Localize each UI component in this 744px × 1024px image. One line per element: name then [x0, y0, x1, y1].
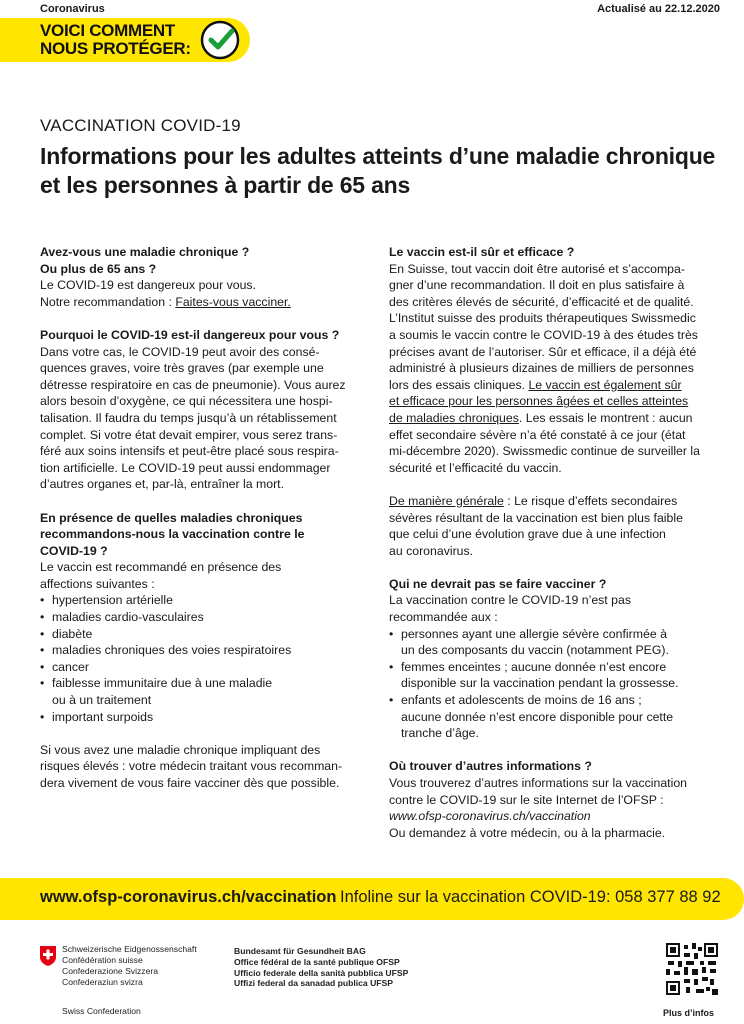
body-line: affections suivantes :	[40, 576, 155, 591]
body-text: lors des essais cliniques.	[389, 377, 529, 392]
office-line: Bundesamt für Gesundheit BAG	[234, 946, 366, 956]
recommendation-label: Notre recommandation :	[40, 294, 176, 309]
confederation-names	[62, 944, 197, 988]
body-line: talisation. Il faudra du temps jusqu’à un rétablissement	[40, 410, 337, 425]
infoline: Infoline sur la vaccination COVID-19: 058 377 88 92	[340, 888, 721, 906]
update-date: Actualisé au 22.12.2020	[597, 3, 720, 15]
banner-line-1: VOICI COMMENT	[40, 21, 175, 40]
body-line: En Suisse, tout vaccin doit être autorisé et s’accompa-	[389, 261, 685, 276]
body-line: d’autres organes et, par-là, entraîner la mort.	[40, 477, 285, 492]
underlined-text: Le vaccin est également sûr	[528, 377, 682, 392]
contraindication-list	[389, 626, 719, 742]
body-line: Le vaccin est recommandé en présence des	[40, 560, 282, 575]
body-line: détresse respiratoire en cas de pneumonie). Vous aurez	[40, 377, 346, 392]
header-kicker: Coronavirus	[40, 3, 105, 15]
body-line: La vaccination contre le COVID-19 n’est pas	[389, 593, 631, 608]
list-item: • important surpoids	[40, 709, 360, 726]
confederation-line: Confédération suisse	[62, 955, 143, 965]
office-line: Uffizi federal da sanadad publica UFSP	[234, 978, 394, 989]
confederation-english: Swiss Confederation	[62, 1006, 141, 1016]
body-text: Le COVID-19 est dangereux pour vous.	[40, 278, 257, 293]
section-heading: Le vaccin est-il sûr et efficace ?	[389, 245, 575, 259]
body-line: Ou demandez à votre médecin, ou à la pharmacie.	[389, 825, 666, 840]
body-line: tion artificielle. Le COVID-19 peut aussi endommager	[40, 460, 331, 475]
body-line: alors besoin d’oxygène, ce qui nécessitera une hospi-	[40, 394, 333, 409]
body-line: que celui d’une évolution grave due à une infection	[389, 527, 666, 542]
office-line: Ufficio federale della sanità pubblica UFSP	[234, 967, 409, 978]
list-item-text: ou à un traitement	[52, 693, 152, 708]
list-item: • hypertension artérielle	[40, 592, 360, 609]
section-heading: Avez-vous une maladie chronique ?	[40, 245, 250, 259]
info-link[interactable]: www.ofsp-coronavirus.ch/vaccination	[389, 809, 591, 824]
confederation-line: Confederazione Svizzera	[62, 966, 159, 976]
body-text: : Le risque d’effets secondaires	[503, 493, 678, 508]
body-line: au coronavirus.	[389, 543, 474, 558]
section-heading: En présence de quelles maladies chroniques	[40, 510, 303, 525]
section-heading: COVID-19 ?	[40, 543, 108, 558]
disease-list	[40, 592, 360, 725]
swiss-crest-icon	[40, 946, 56, 966]
list-item-text: femmes enceintes ; aucune donnée n’est encore	[401, 659, 667, 674]
body-line: gner d’une recommandation. Il doit en plus satisfaire à	[389, 278, 685, 293]
section-heading: Pourquoi le COVID-19 est-il dangereux pour vous ?	[40, 327, 340, 342]
office-names	[234, 946, 408, 989]
list-item-text: aucune donnée n’est encore disponible pour cette	[401, 709, 674, 724]
left-column	[40, 244, 360, 792]
list-item	[389, 626, 719, 659]
body-line	[389, 393, 719, 410]
confederation-line: Confederaziun svizra	[62, 977, 143, 987]
body-line: contre le COVID-19 sur le site Internet de l’OFSP :	[389, 792, 664, 807]
list-item: • diabète	[40, 626, 360, 643]
body-line: L’Institut suisse des produits thérapeutiques Swissmedic	[389, 311, 696, 326]
list-item-text: faiblesse immunitaire due à une maladie	[52, 676, 273, 691]
list-item: • maladies chroniques des voies respiratoires	[40, 642, 360, 659]
body-line: risques élevés : votre médecin traitant vous recomman-	[40, 759, 343, 774]
underlined-text: De manière générale	[389, 493, 504, 508]
list-item: • cancer	[40, 659, 360, 676]
footer-bar	[0, 878, 744, 920]
recommendation-emphasis: Faites-vous vacciner.	[175, 294, 291, 309]
list-item-text: personnes ayant une allergie sévère confirmée à	[401, 626, 667, 641]
body-line: a soumis le vaccin contre le COVID-19 à des études très	[389, 327, 698, 342]
body-line: effet secondaire sévère n’a été constaté à ce jour (état	[389, 427, 686, 442]
confederation-line: Schweizerische Eidgenossenschaft	[62, 944, 197, 954]
check-icon	[198, 18, 242, 62]
list-item	[40, 675, 360, 708]
page-title: Informations pour les adultes atteints d’une maladie chronique et les personnes à partir de 65 ans	[40, 143, 716, 198]
body-line: mi-décembre 2020). Swissmedic continue de surveiller la	[389, 444, 700, 459]
footer-url[interactable]: www.ofsp-coronavirus.ch/vaccination	[40, 888, 337, 906]
body-line	[389, 493, 719, 510]
body-line	[389, 377, 719, 394]
list-item: • maladies cardio-vasculaires	[40, 609, 360, 626]
qr-label: Plus d’infos	[663, 1008, 715, 1018]
body-line: Vous trouverez d’autres informations sur la vaccination	[389, 776, 688, 790]
qr-code-icon[interactable]	[666, 943, 718, 995]
section-heading: Où trouver d’autres informations ?	[389, 759, 592, 774]
list-item	[389, 692, 719, 742]
recommendation	[40, 294, 360, 311]
header	[0, 0, 744, 62]
body-line: féré aux soins intensifs et peut-être placé sous respira-	[40, 444, 339, 459]
right-column	[389, 244, 719, 841]
list-item-text: un des composants du vaccin (notamment PEG).	[401, 643, 669, 658]
body-line	[389, 410, 719, 427]
list-item-text: disponible sur la vaccination pendant la grossesse.	[401, 676, 679, 691]
body-line: quences graves, voire très graves (par exemple une	[40, 361, 324, 376]
body-text: . Les essais le montrent : aucun	[518, 410, 693, 425]
doc-kicker: VACCINATION COVID-19	[40, 116, 241, 135]
office-line: Office fédéral de la santé publique OFSP	[234, 956, 400, 967]
body-line: administré à plusieurs dizaines de milliers de personnes	[389, 361, 694, 376]
body-line: Dans votre cas, le COVID-19 peut avoir des consé-	[40, 344, 320, 359]
list-item-text: tranche d’âge.	[401, 726, 479, 741]
body-line: des critères élevés de sécurité, d’efficacité et de qualité.	[389, 294, 694, 309]
body-line: dera vivement de vous faire vacciner dès que possible.	[40, 776, 340, 790]
underlined-text: et efficace pour les personnes âgées et celles atteintes	[389, 394, 689, 409]
list-item-text: enfants et adolescents de moins de 16 ans ;	[401, 693, 642, 708]
section-heading: Ou plus de 65 ans ?	[40, 261, 157, 276]
underlined-text: de maladies chroniques	[389, 410, 519, 425]
list-item	[389, 659, 719, 692]
body-line: Si vous avez une maladie chronique impliquant des	[40, 742, 321, 757]
body-line: précises avant de l’autoriser. Sûr et efficace, il a déjà été	[389, 344, 697, 359]
body-line: complet. Si votre état devait empirer, vous serez trans-	[40, 427, 338, 442]
banner-line-2: NOUS PROTÉGER:	[40, 39, 191, 58]
section-heading: Qui ne devrait pas se faire vacciner ?	[389, 576, 607, 591]
body-line: sévères résultant de la vaccination est bien plus faible	[389, 510, 683, 525]
section-heading: recommandons-nous la vaccination contre le	[40, 527, 305, 542]
body-line: sécurité et l’efficacité du vaccin.	[389, 460, 562, 475]
body-line: recommandée aux :	[389, 610, 498, 625]
